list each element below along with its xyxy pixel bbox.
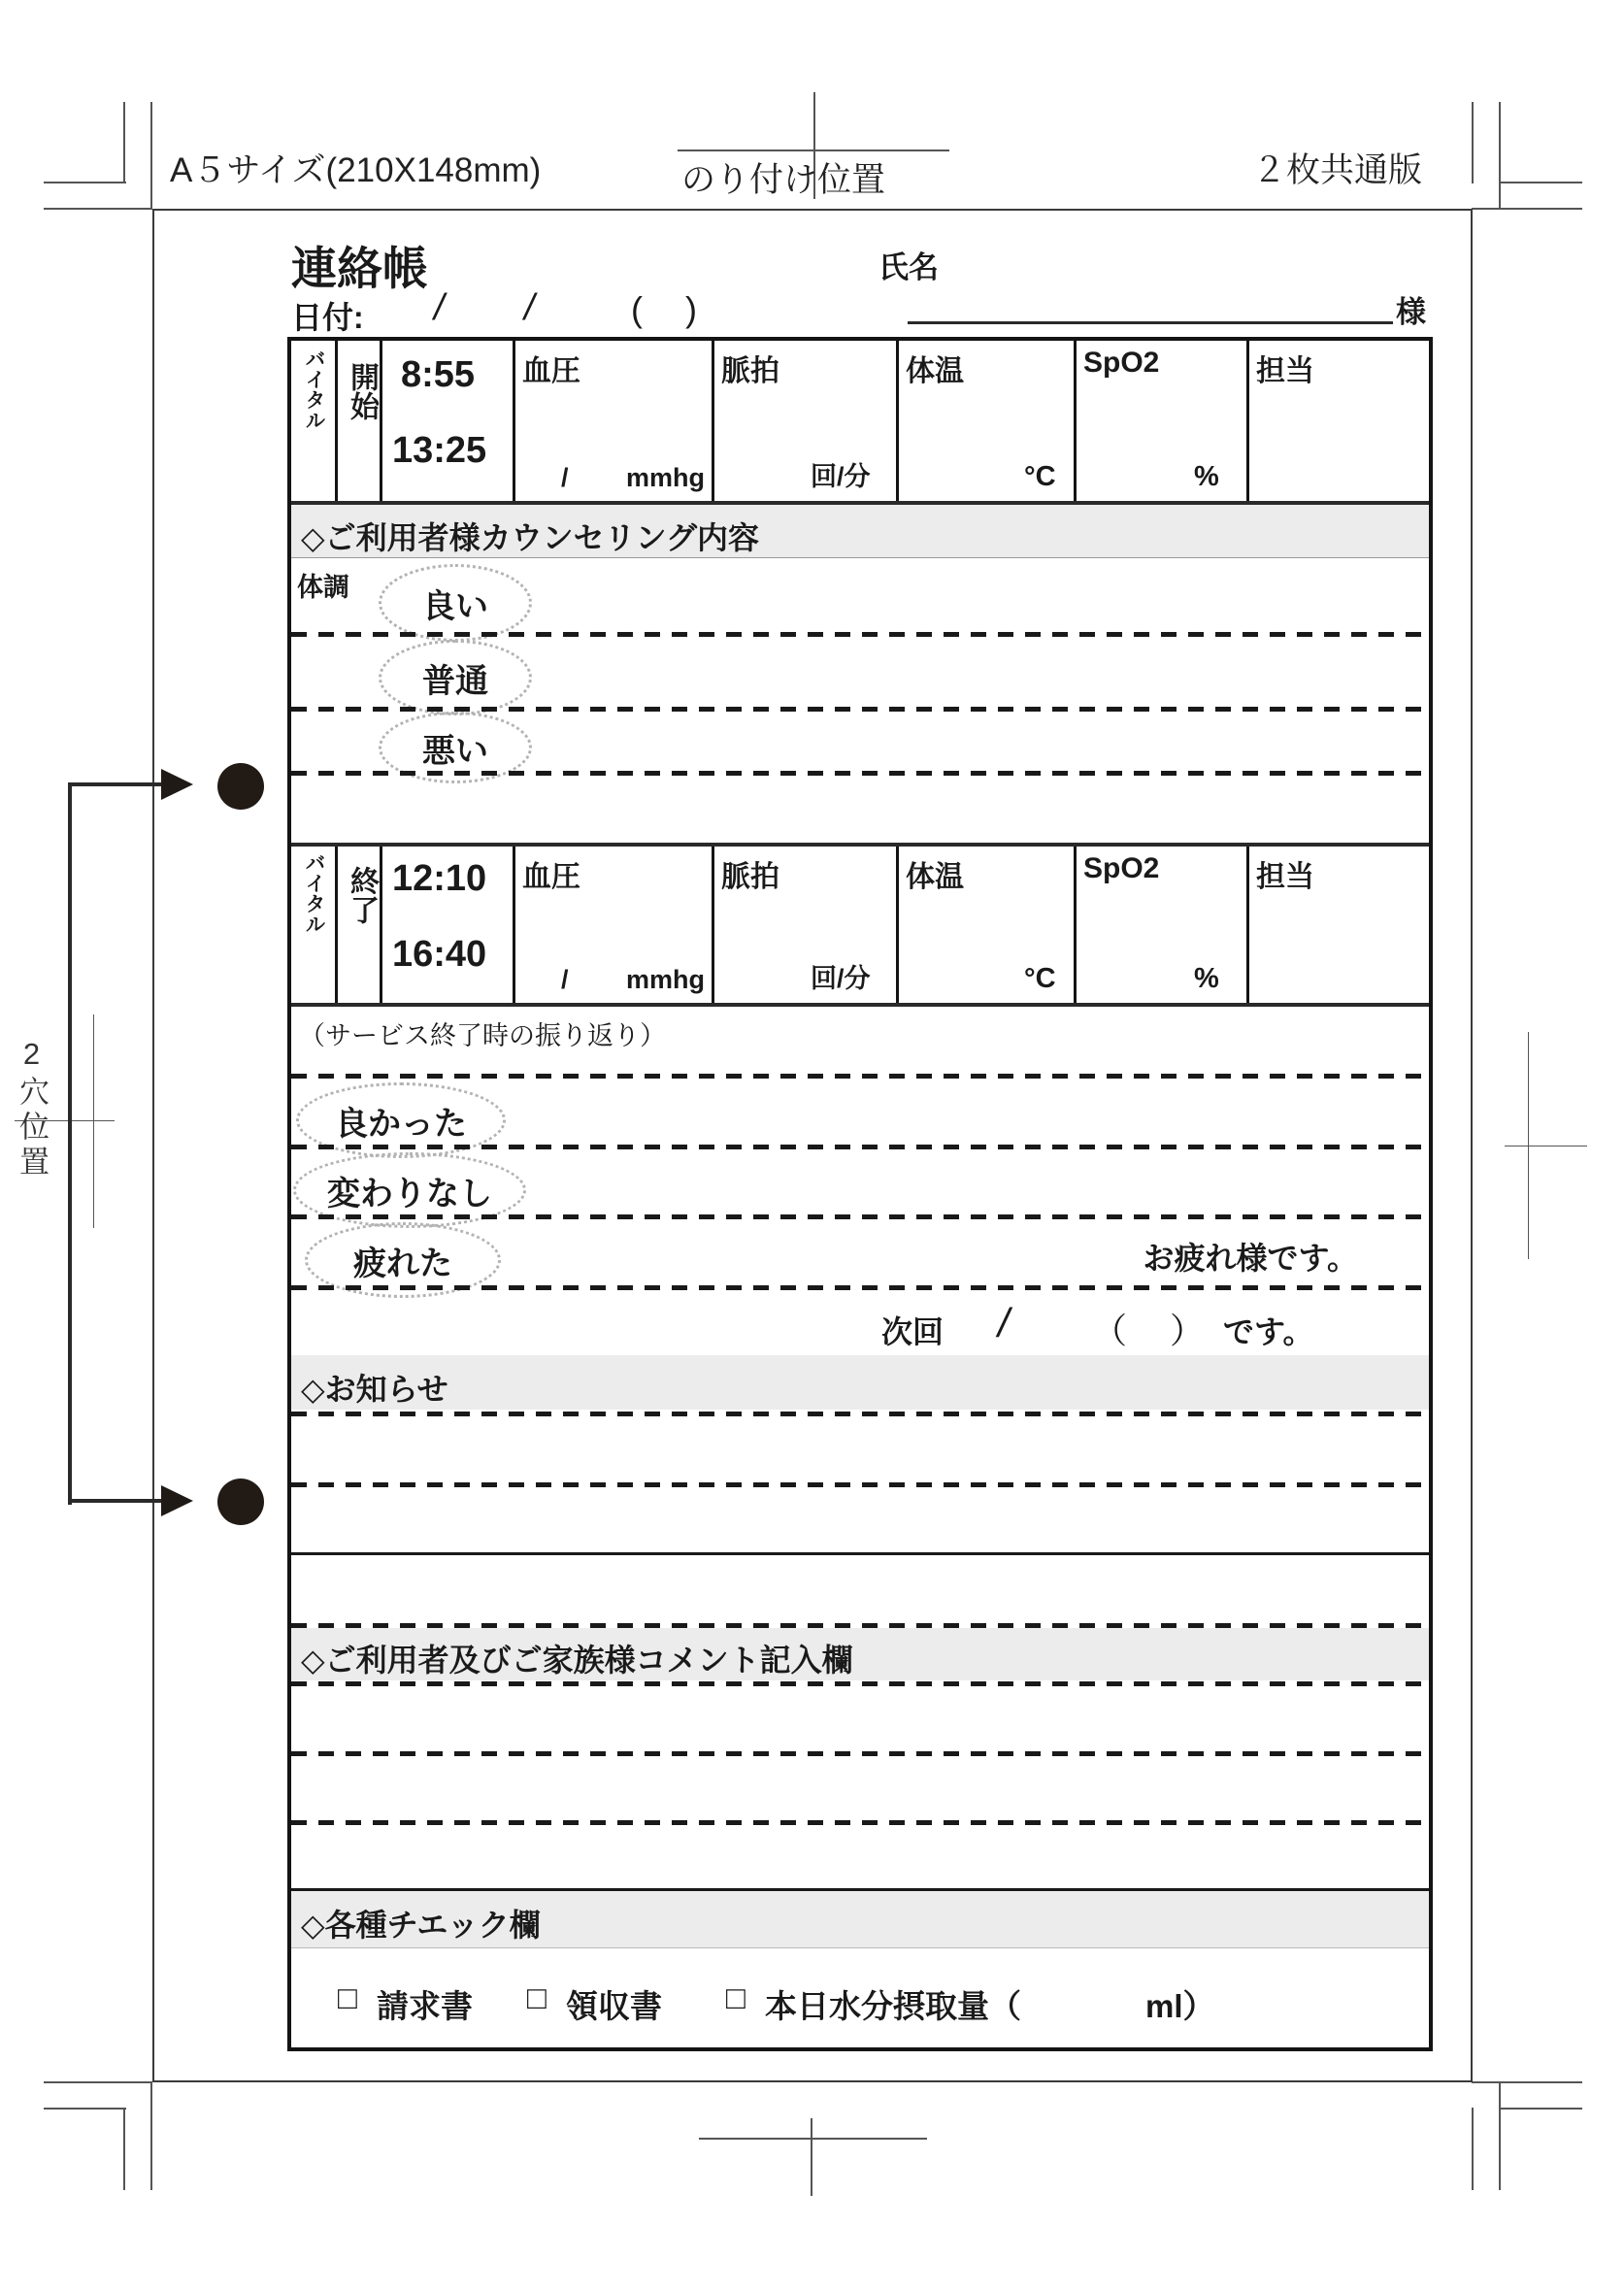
- spo2-label: SpO2: [1083, 852, 1160, 884]
- date-slash-2: /: [524, 287, 535, 328]
- reflection-option-nochange: 変わりなし: [293, 1152, 526, 1228]
- vital-phase-label: 終了: [346, 866, 378, 924]
- reflection-option-tired: 疲れた: [305, 1222, 501, 1298]
- reflection-note: （サービス終了時の振り返り）: [299, 1021, 666, 1050]
- sheets-label: ２枚共通版: [1252, 151, 1423, 189]
- bp-unit: mmhg: [626, 965, 705, 994]
- date-slash-1: /: [434, 287, 445, 328]
- bp-slash: /: [561, 463, 569, 492]
- temp-label: 体温: [906, 861, 964, 893]
- writing-line: [291, 771, 1429, 776]
- pulse-unit: 回/分: [811, 964, 871, 993]
- checks-header: ◇各種チエック欄: [301, 1908, 541, 1943]
- receipt-check-label: 領収書: [566, 1988, 662, 2024]
- vital-table-end: [291, 847, 1429, 1003]
- next-paren-close: ）: [1170, 1311, 1206, 1350]
- vital-group-label: バイタル: [303, 349, 325, 430]
- writing-line: [291, 1681, 1429, 1686]
- pulse-label: 脈拍: [721, 355, 779, 387]
- arrow-right-icon: [161, 769, 193, 800]
- writing-line: [291, 1145, 1429, 1149]
- counseling-header: ◇ご利用者様カウンセリング内容: [301, 520, 759, 555]
- water-check-label: 本日水分摂取量（: [765, 1988, 1021, 2024]
- name-suffix: 様: [1396, 295, 1426, 329]
- bp-slash: /: [561, 965, 569, 994]
- invoice-checkbox-icon: □: [338, 1979, 357, 2015]
- holes-label: 2穴位置: [15, 1037, 49, 1180]
- form-box: [287, 337, 1433, 2051]
- vital-time-2: 16:40: [392, 934, 487, 975]
- temp-unit: °C: [1024, 461, 1056, 492]
- notice-header-band: [291, 1355, 1429, 1410]
- vital-table-start: [291, 341, 1429, 501]
- bp-label: 血圧: [522, 355, 580, 387]
- vital-time-2: 13:25: [392, 430, 487, 471]
- writing-line: [291, 1074, 1429, 1079]
- bp-label: 血圧: [522, 861, 580, 893]
- name-underline: [908, 321, 1393, 324]
- spo2-unit: %: [1194, 963, 1219, 994]
- divider: [291, 1552, 1429, 1555]
- writing-line: [291, 632, 1429, 637]
- condition-option-good: 良い: [379, 564, 532, 642]
- vital-group-label: バイタル: [303, 852, 325, 934]
- punch-hole-bottom: [217, 1479, 264, 1525]
- notice-header: ◇お知らせ: [301, 1372, 448, 1407]
- date-paren-open: (: [631, 289, 643, 329]
- counseling-header-band: [291, 505, 1429, 557]
- size-label: A５サイズ(210X148mm): [170, 151, 542, 189]
- condition-option-normal: 普通: [379, 640, 532, 715]
- vital-time-1: 12:10: [392, 858, 487, 899]
- reflection-option-good: 良かった: [296, 1082, 506, 1158]
- water-checkbox-icon: □: [726, 1979, 746, 2015]
- date-label: 日付:: [291, 300, 364, 335]
- next-paren-open: （: [1092, 1311, 1128, 1350]
- next-suffix: です。: [1223, 1314, 1314, 1349]
- vital-phase-label: 開始: [346, 362, 378, 420]
- glue-label: のり付け位置: [681, 161, 886, 199]
- temp-unit: °C: [1024, 963, 1056, 994]
- writing-line: [291, 1482, 1429, 1487]
- pulse-unit: 回/分: [811, 462, 871, 491]
- pulse-label: 脈拍: [721, 861, 779, 893]
- reflection-closing: お疲れ様です。: [1143, 1241, 1358, 1276]
- comments-header: ◇ご利用者及びご家族様コメント記入欄: [301, 1643, 853, 1678]
- condition-label: 体調: [297, 573, 349, 602]
- writing-line: [291, 1751, 1429, 1756]
- staff-label: 担当: [1256, 355, 1314, 387]
- writing-line: [291, 1820, 1429, 1825]
- table-border: [291, 1003, 1429, 1007]
- spo2-unit: %: [1194, 461, 1219, 492]
- spo2-label: SpO2: [1083, 347, 1160, 379]
- writing-line: [291, 1214, 1429, 1219]
- next-label: 次回: [881, 1314, 945, 1349]
- water-unit-label: ml）: [1145, 1988, 1215, 2024]
- comments-header-band: [291, 1628, 1429, 1680]
- date-paren-close: ): [685, 289, 697, 329]
- divider: [291, 557, 1429, 558]
- condition-option-bad: 悪い: [379, 712, 532, 783]
- vital-time-1: 8:55: [401, 354, 476, 395]
- name-label: 氏名: [878, 250, 939, 284]
- bp-unit: mmhg: [626, 463, 705, 492]
- writing-line: [291, 1285, 1429, 1290]
- punch-hole-top: [217, 763, 264, 810]
- temp-label: 体温: [906, 355, 964, 387]
- checks-header-band: [291, 1891, 1429, 1947]
- next-slash: /: [998, 1300, 1010, 1346]
- writing-line: [291, 1412, 1429, 1416]
- page-title: 連絡帳: [291, 243, 428, 294]
- divider: [291, 1947, 1429, 1948]
- staff-label: 担当: [1256, 861, 1314, 893]
- receipt-checkbox-icon: □: [527, 1979, 547, 2015]
- invoice-check-label: 請求書: [377, 1988, 473, 2024]
- arrow-right-icon: [161, 1485, 193, 1516]
